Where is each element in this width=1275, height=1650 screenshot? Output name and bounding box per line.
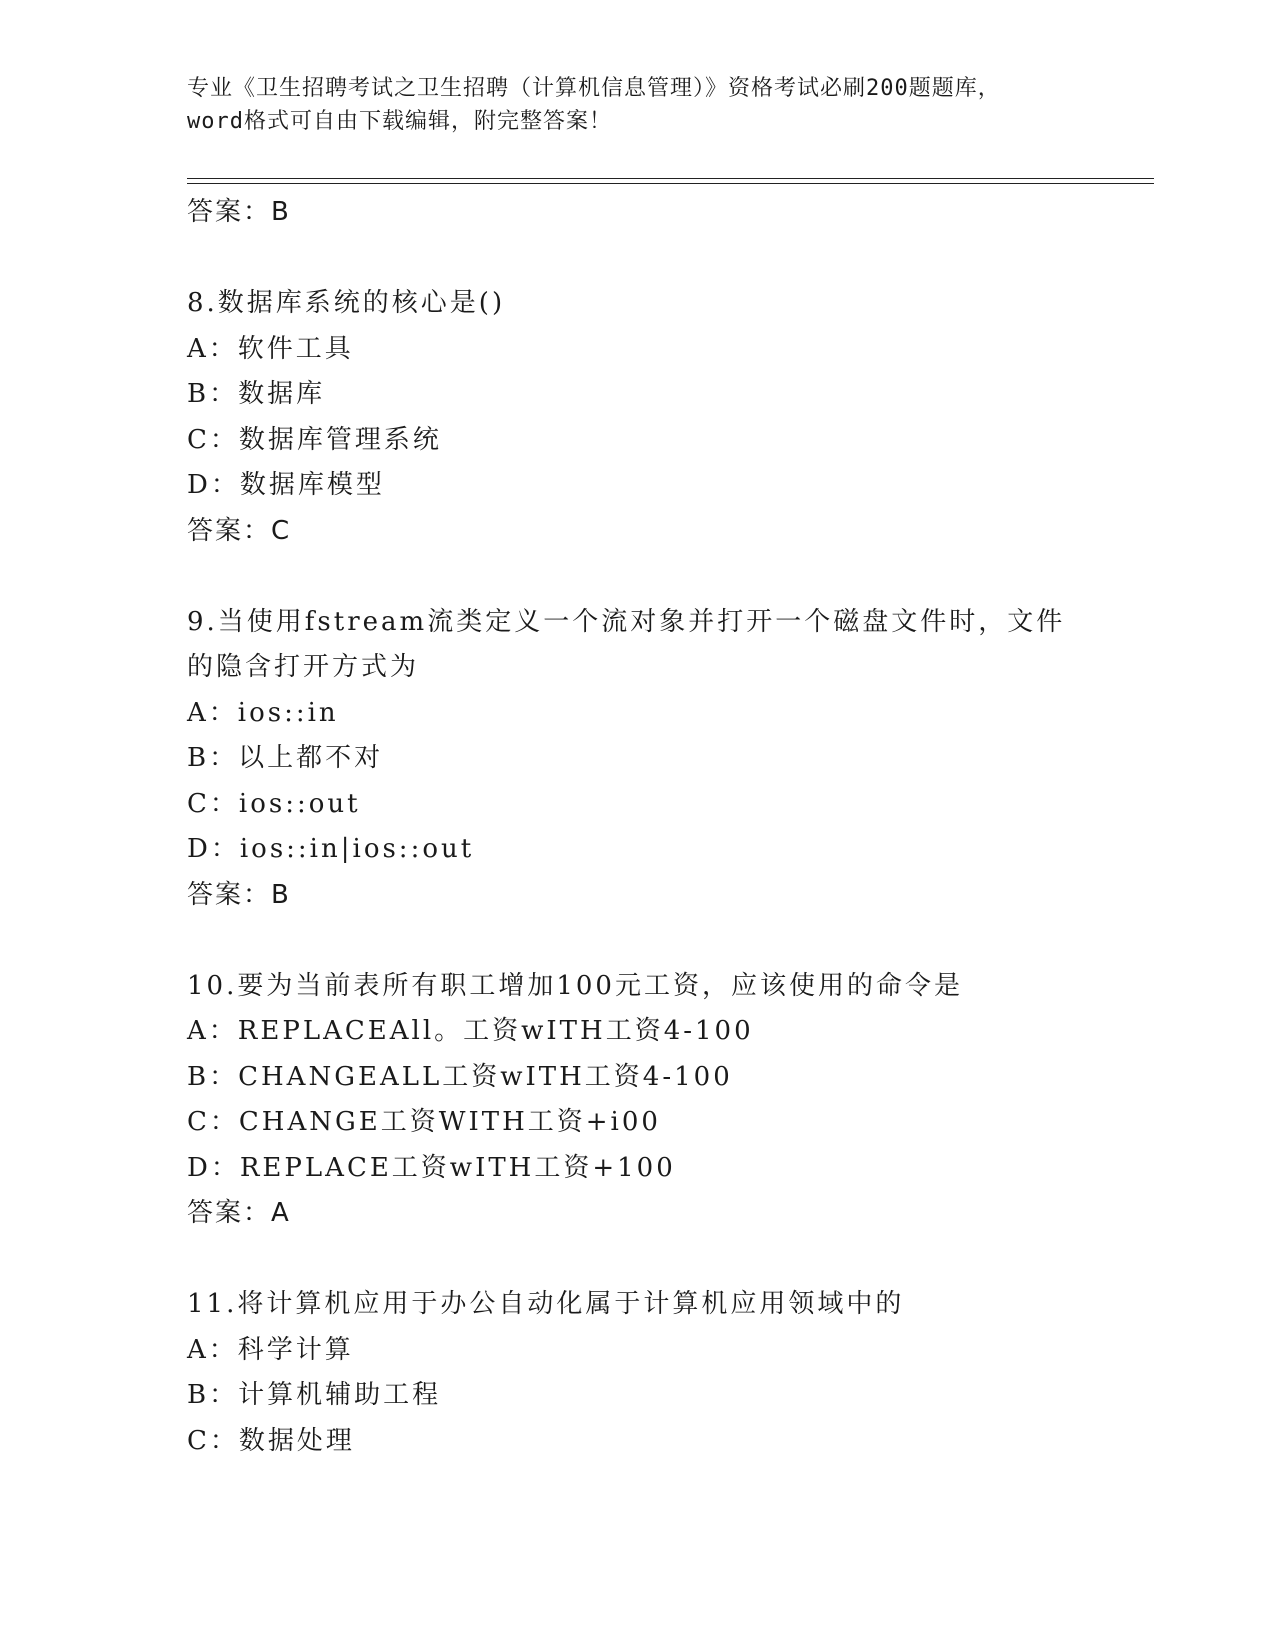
question-stem: 11.将计算机应用于办公自动化属于计算机应用领域中的 <box>187 1289 905 1319</box>
question-stem: 8.数据库系统的核心是() <box>187 288 506 318</box>
answer: 答案：B <box>187 879 291 910</box>
question-10 <box>187 964 1087 1237</box>
answer: 答案：C <box>187 515 292 546</box>
option-d: D：REPLACE工资wITH工资+100 <box>187 1152 676 1183</box>
option-a: A：REPLACEAll。工资wITH工资4-100 <box>187 1016 754 1046</box>
header-divider-top <box>187 178 1154 179</box>
option-b: B：数据库 <box>187 379 326 409</box>
option-c: C：CHANGE工资WITH工资+i00 <box>187 1107 661 1137</box>
option-d: D：数据库模型 <box>187 470 385 500</box>
question-11 <box>187 1282 1087 1464</box>
question-stem: 9.当使用fstream流类定义一个流对象并打开一个磁盘文件时，文件 <box>187 606 1066 637</box>
option-c: C：ios::out <box>187 788 361 819</box>
option-b: B：CHANGEALL工资wITH工资4-100 <box>187 1061 733 1092</box>
header-line-1: 专业《卫生招聘考试之卫生招聘（计算机信息管理）》资格考试必刷200题题库， <box>187 76 1001 101</box>
answer: 答案：A <box>187 1198 291 1228</box>
option-a: A：软件工具 <box>187 333 354 364</box>
option-a: A：科学计算 <box>187 1334 354 1365</box>
previous-answer: 答案：B <box>187 197 291 227</box>
option-d: D：ios::in|ios::out <box>187 834 475 864</box>
document-body <box>187 190 1087 1464</box>
document-header <box>187 72 1087 138</box>
option-c: C：数据处理 <box>187 1425 355 1456</box>
question-8 <box>187 281 1087 554</box>
header-line-2: word格式可自由下载编辑，附完整答案！ <box>187 109 612 134</box>
option-a: A：ios::in <box>187 697 339 728</box>
question-stem-continued: 的隐含打开方式为 <box>187 652 420 682</box>
header-divider-bottom <box>187 183 1154 184</box>
question-stem: 10.要为当前表所有职工增加100元工资，应该使用的命令是 <box>187 970 963 1001</box>
option-b: B：计算机辅助工程 <box>187 1380 442 1410</box>
question-9 <box>187 600 1087 919</box>
option-c: C：数据库管理系统 <box>187 424 442 455</box>
option-b: B：以上都不对 <box>187 743 384 773</box>
